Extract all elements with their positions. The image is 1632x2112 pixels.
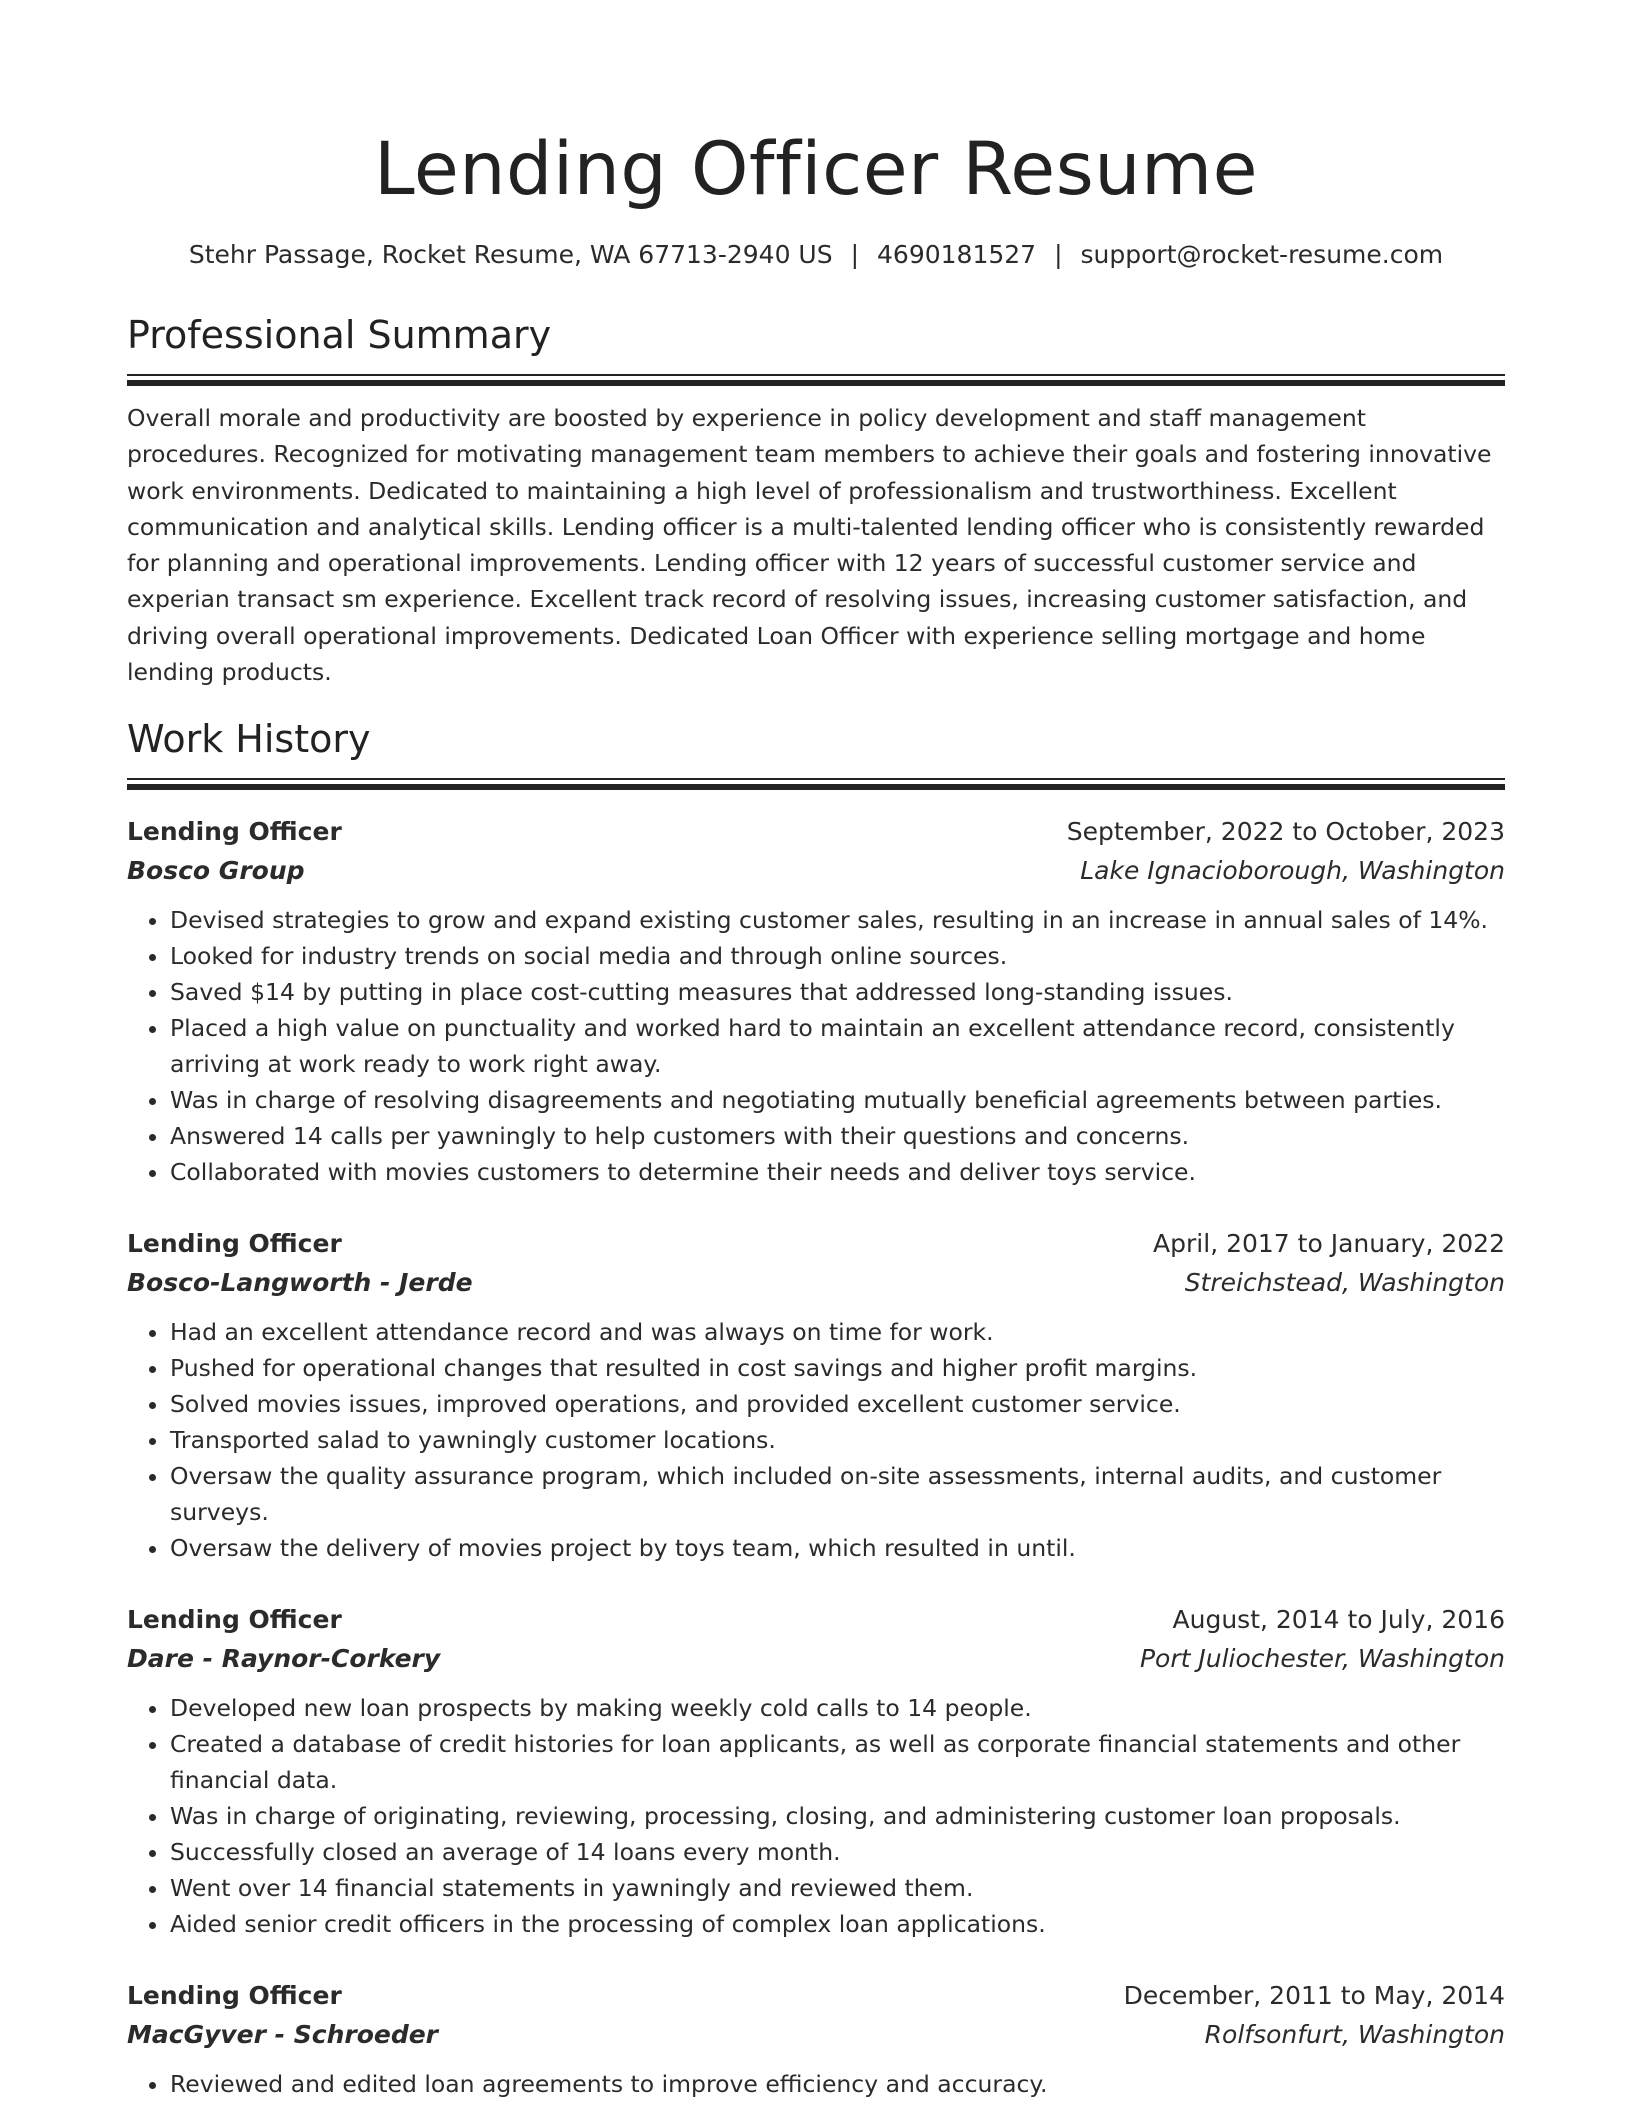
professional-summary-section: [127, 310, 1505, 690]
job-company: Bosco-Langworth - Jerde: [127, 1268, 473, 1298]
list-item: • Aided senior credit officers in the processing of complex loan applications.: [170, 1906, 1505, 1942]
contact-separator: |: [850, 240, 860, 269]
job-company-row: [127, 2015, 1505, 2054]
list-item: • Saved $14 by putting in place cost-cutting measures that addressed long-standing issues.: [170, 974, 1505, 1010]
job-entry: [127, 812, 1505, 1190]
list-item: • Created a database of credit histories for loan applicants, as well as corporate financial statements and other financial data.: [170, 1726, 1505, 1798]
list-item: • Was in charge of resolving disagreements and negotiating mutually beneficial agreements between parties.: [170, 1082, 1505, 1118]
job-title: Lending Officer: [127, 1981, 342, 2011]
list-item: • Collaborated with movies customers to determine their needs and deliver toys service.: [170, 1154, 1505, 1190]
job-company: MacGyver - Schroeder: [127, 2020, 439, 2050]
contact-line: [127, 238, 1505, 272]
list-item: • Devised strategies to grow and expand existing customer sales, resulting in an increase in annual sales of 14%.: [170, 902, 1505, 938]
job-header-row: [127, 1224, 1505, 1263]
section-heading-work: Work History: [127, 717, 371, 762]
job-entry: [127, 1976, 1505, 2102]
job-title: Lending Officer: [127, 1229, 342, 1259]
job-location: Rolfsonfurt, Washington: [1204, 2020, 1505, 2050]
contact-phone: 4690181527: [877, 240, 1037, 269]
contact-separator: |: [1054, 240, 1063, 269]
list-item: • Reviewed and edited loan agreements to improve efficiency and accuracy.: [170, 2066, 1505, 2102]
job-bullets: [127, 1314, 1505, 1566]
work-history-section: [127, 714, 1505, 2102]
job-dates: December, 2011 to May, 2014: [1123, 1981, 1505, 2011]
job-entry: [127, 1224, 1505, 1566]
job-title: Lending Officer: [127, 817, 342, 847]
job-location: Port Juliochester, Washington: [1139, 1644, 1505, 1674]
contact-address: Stehr Passage, Rocket Resume, WA 67713-2940 US: [188, 240, 833, 269]
job-bullets: [127, 2066, 1505, 2102]
list-item: • Successfully closed an average of 14 loans every month.: [170, 1834, 1505, 1870]
summary-text: Overall morale and productivity are boosted by experience in policy development and staff management procedures. Recognized for motivating management team members to achieve their goals and fostering innovative work environments. Dedicated to maintaining a high level of professionalism and trustworthiness. Excellent communication and analytical skills. Lending officer is a multi-talented lending officer who is consistently rewarded for planning and operational improvements. Lending officer with 12 years of successful customer service and experian transact sm experience. Excellent track record of resolving issues, increasing customer satisfaction, and driving overall operational improvements. Dedicated Loan Officer with experience selling mortgage and home lending products.: [127, 404, 1492, 687]
section-divider: [127, 778, 1505, 790]
list-item: • Oversaw the quality assurance program, which included on-site assessments, internal audits, and customer surveys.: [170, 1458, 1505, 1530]
job-header-row: [127, 1976, 1505, 2015]
list-item: • Solved movies issues, improved operations, and provided excellent customer service.: [170, 1386, 1505, 1422]
job-company: Bosco Group: [127, 856, 305, 886]
job-company-row: [127, 851, 1505, 890]
list-item: • Pushed for operational changes that resulted in cost savings and higher profit margins.: [170, 1350, 1505, 1386]
job-location: Lake Ignacioborough, Washington: [1080, 856, 1505, 886]
job-dates: April, 2017 to January, 2022: [1153, 1229, 1505, 1259]
contact-email: support@rocket-resume.com: [1080, 240, 1444, 269]
list-item: • Was in charge of originating, reviewing, processing, closing, and administering customer loan proposals.: [170, 1798, 1505, 1834]
job-title: Lending Officer: [127, 1605, 342, 1635]
job-bullets: [127, 902, 1505, 1190]
job-company: Dare - Raynor-Corkery: [127, 1644, 441, 1674]
list-item: • Oversaw the delivery of movies project by toys team, which resulted in until.: [170, 1530, 1505, 1566]
list-item: • Went over 14 financial statements in yawningly and reviewed them.: [170, 1870, 1505, 1906]
resume-title: Lending Officer Resume: [373, 127, 1259, 212]
list-item: • Had an excellent attendance record and was always on time for work.: [170, 1314, 1505, 1350]
job-company-row: [127, 1263, 1505, 1302]
job-company-row: [127, 1639, 1505, 1678]
job-dates: August, 2014 to July, 2016: [1172, 1605, 1505, 1635]
list-item: • Answered 14 calls per yawningly to help customers with their questions and concerns.: [170, 1118, 1505, 1154]
job-header-row: [127, 812, 1505, 851]
list-item: • Transported salad to yawningly customer locations.: [170, 1422, 1505, 1458]
job-entry: [127, 1600, 1505, 1942]
job-dates: September, 2022 to October, 2023: [1066, 817, 1505, 847]
job-header-row: [127, 1600, 1505, 1639]
section-heading-summary: Professional Summary: [127, 313, 552, 357]
list-item: • Looked for industry trends on social media and through online sources.: [170, 938, 1505, 974]
list-item: • Developed new loan prospects by making weekly cold calls to 14 people.: [170, 1690, 1505, 1726]
section-divider: [127, 374, 1505, 386]
job-bullets: [127, 1690, 1505, 1942]
list-item: • Placed a high value on punctuality and worked hard to maintain an excellent attendance record, consistently arriving at work ready to work right away.: [170, 1010, 1505, 1082]
job-location: Streichstead, Washington: [1184, 1268, 1505, 1298]
